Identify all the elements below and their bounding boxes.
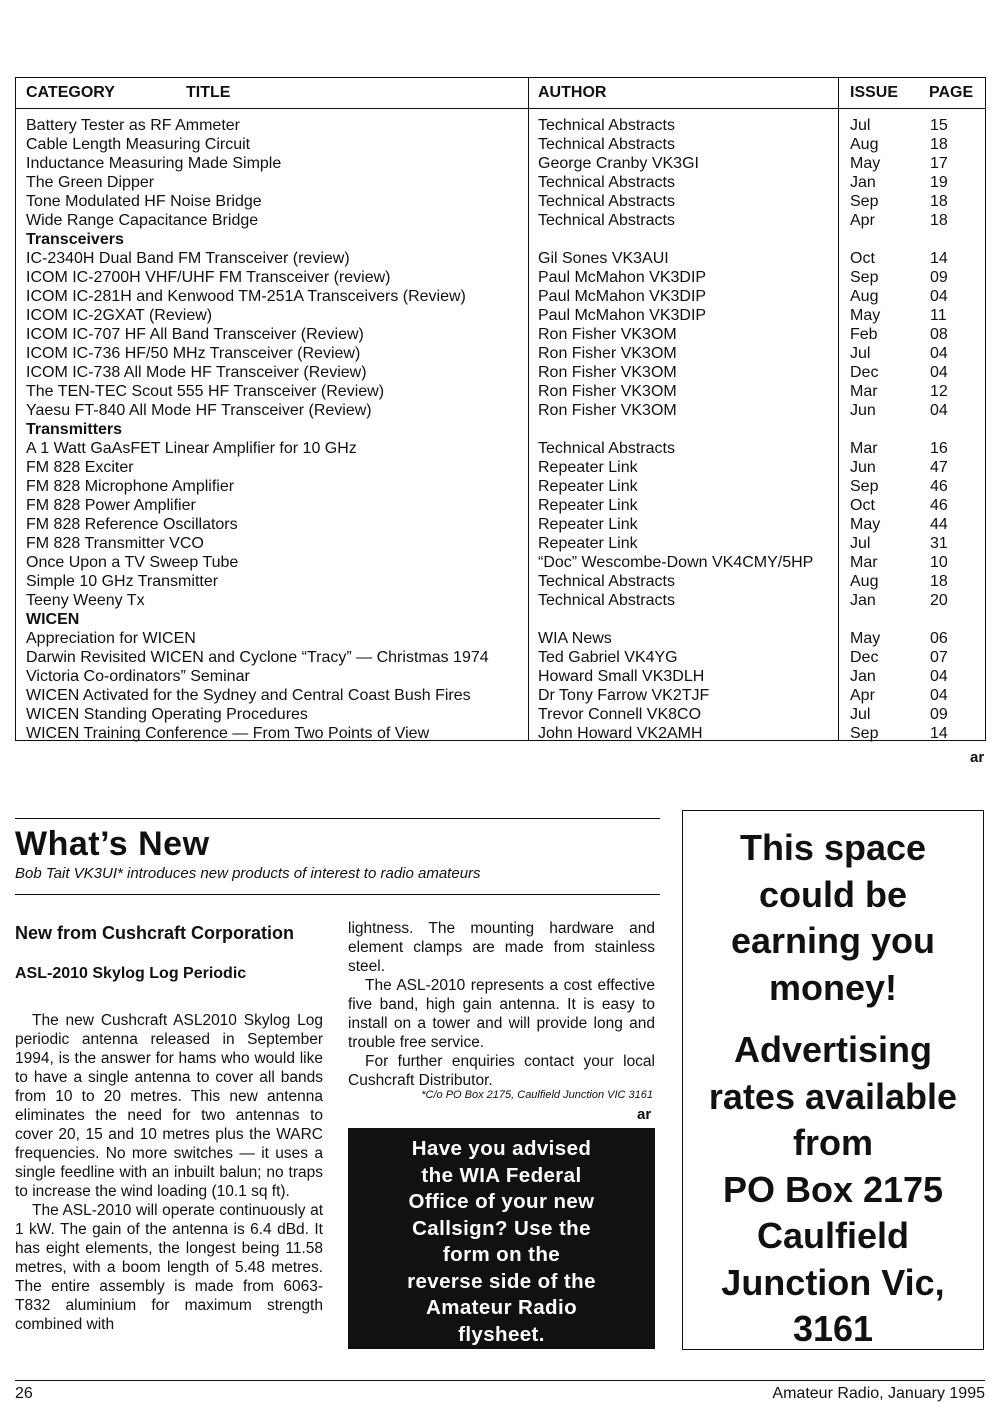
cell-title: WICEN Training Conference — From Two Points of View bbox=[26, 725, 430, 742]
notice-line: Have you advised bbox=[411, 1137, 592, 1160]
notice-line: flysheet. bbox=[458, 1322, 545, 1346]
cell-issue: Sep bbox=[850, 725, 879, 742]
cell-issue: Dec bbox=[850, 649, 879, 666]
cell-issue: May bbox=[850, 307, 881, 324]
cell-title: Yaesu FT-840 All Mode HF Transceiver (Review) bbox=[26, 402, 372, 419]
cell-author: Technical Abstracts bbox=[538, 174, 675, 191]
table-row bbox=[16, 211, 985, 230]
cell-page: 09 bbox=[930, 706, 948, 723]
cell-title: Simple 10 GHz Transmitter bbox=[26, 573, 219, 590]
cell-issue: Sep bbox=[850, 193, 879, 210]
ad-line: rates available bbox=[708, 1075, 958, 1117]
article-heading: New from Cushcraft Corporation bbox=[15, 923, 295, 943]
cell-issue: Jan bbox=[850, 174, 876, 191]
cell-page: 04 bbox=[930, 288, 948, 305]
cell-page: 11 bbox=[930, 307, 947, 324]
notice-line: reverse side of the bbox=[407, 1269, 596, 1293]
cell-page: 19 bbox=[930, 174, 948, 191]
cell-title: WICEN Standing Operating Procedures bbox=[26, 706, 308, 723]
cell-title: Inductance Measuring Made Simple bbox=[26, 155, 282, 172]
ad-line: could be bbox=[758, 873, 907, 915]
table-row bbox=[16, 116, 985, 135]
ad-line: earning you bbox=[730, 920, 936, 961]
cell-author: Technical Abstracts bbox=[538, 440, 675, 457]
cell-issue: Jun bbox=[850, 459, 876, 476]
header-title: TITLE bbox=[186, 84, 231, 101]
cell-page: 47 bbox=[930, 459, 948, 476]
cell-title: Transmitters bbox=[26, 421, 123, 438]
cell-author: Repeater Link bbox=[538, 478, 638, 495]
article-paragraph: The new Cushcraft ASL2010 Skylog Log periodic antenna released in September 1994, is the answer for hams who would like to have a single antenna to cover all bands from 10 to 20 metres. This new antenna eliminates the need for two antennas to cover 20, 15 and 10 metres plus the WARC frequencies. No more switches — it uses a single feedline with an inbuilt balun; no traps to increase the wind loading (10.1 sq ft). bbox=[15, 1012, 323, 1200]
table-row bbox=[16, 249, 985, 268]
end-mark: ar bbox=[970, 749, 985, 766]
index-table bbox=[15, 77, 986, 741]
cell-page: 46 bbox=[930, 478, 948, 495]
cell-author: Technical Abstracts bbox=[538, 592, 675, 609]
table-row bbox=[16, 135, 985, 154]
cell-title: ICOM IC-2700H VHF/UHF FM Transceiver (review) bbox=[26, 269, 391, 286]
cell-page: 04 bbox=[930, 668, 948, 685]
ad-line: This space bbox=[739, 827, 927, 868]
ad-line: Junction Vic, bbox=[721, 1261, 945, 1303]
cell-issue: Oct bbox=[850, 250, 875, 267]
cell-issue: Jul bbox=[850, 706, 871, 723]
cell-author: Repeater Link bbox=[538, 497, 638, 514]
table-row bbox=[16, 439, 985, 458]
cell-author: Ron Fisher VK3OM bbox=[538, 364, 677, 381]
cell-title: ICOM IC-2GXAT (Review) bbox=[26, 307, 213, 324]
cell-author: John Howard VK2AMH bbox=[538, 725, 703, 742]
cell-title: FM 828 Microphone Amplifier bbox=[26, 478, 235, 495]
cell-page: 07 bbox=[930, 649, 948, 666]
cell-author: Ron Fisher VK3OM bbox=[538, 345, 677, 362]
cell-issue: Mar bbox=[850, 383, 878, 400]
notice-line: Office of your new bbox=[408, 1190, 595, 1213]
cell-author: Paul McMahon VK3DIP bbox=[538, 269, 707, 286]
cell-issue: Jul bbox=[850, 345, 871, 362]
header-page: PAGE bbox=[929, 84, 974, 101]
ad-line: from bbox=[793, 1122, 873, 1163]
cell-page: 14 bbox=[930, 250, 948, 267]
cell-title: Cable Length Measuring Circuit bbox=[26, 136, 251, 153]
cell-author: Ron Fisher VK3OM bbox=[538, 383, 677, 400]
cell-issue: Aug bbox=[850, 573, 879, 590]
cell-author: Paul McMahon VK3DIP bbox=[538, 288, 707, 305]
cell-issue: May bbox=[850, 155, 881, 172]
advertising-space-box bbox=[682, 810, 984, 1350]
notice-line: form on the bbox=[442, 1243, 561, 1266]
table-body bbox=[16, 116, 985, 743]
ad-line: PO Box 2175 bbox=[722, 1168, 944, 1210]
table-row bbox=[16, 325, 985, 344]
cell-issue: Apr bbox=[850, 687, 875, 704]
cell-title: A 1 Watt GaAsFET Linear Amplifier for 10 GHz bbox=[26, 440, 357, 457]
cell-page: 04 bbox=[930, 364, 948, 381]
cell-title: FM 828 Power Amplifier bbox=[26, 497, 196, 514]
cell-page: 12 bbox=[930, 383, 948, 400]
table-row bbox=[16, 724, 985, 743]
cell-issue: Jan bbox=[850, 592, 876, 609]
cell-title: ICOM IC-707 HF All Band Transceiver (Review) bbox=[26, 326, 364, 343]
cell-page: 15 bbox=[930, 117, 948, 134]
cell-page: 16 bbox=[930, 440, 948, 457]
cell-page: 20 bbox=[930, 592, 948, 609]
table-row bbox=[16, 458, 985, 477]
cell-author: Technical Abstracts bbox=[538, 573, 675, 590]
table-row bbox=[16, 306, 985, 325]
table-section-heading bbox=[16, 230, 985, 249]
cell-page: 09 bbox=[930, 269, 948, 286]
table-row bbox=[16, 667, 985, 686]
cell-author: “Doc” Wescombe-Down VK4CMY/5HP bbox=[538, 554, 814, 571]
cell-issue: Feb bbox=[850, 326, 878, 343]
cell-issue: Oct bbox=[850, 497, 875, 514]
cell-title: FM 828 Transmitter VCO bbox=[26, 535, 204, 552]
header-category: CATEGORY bbox=[26, 84, 115, 101]
cell-author: Technical Abstracts bbox=[538, 193, 675, 210]
cell-issue: Apr bbox=[850, 212, 875, 229]
header-divider bbox=[16, 108, 985, 109]
cell-title: WICEN bbox=[26, 611, 80, 628]
notice-line: the WIA Federal bbox=[421, 1163, 582, 1187]
ad-line: 3161 bbox=[792, 1308, 874, 1349]
cell-author: Technical Abstracts bbox=[538, 117, 675, 134]
footer-rule bbox=[15, 1380, 985, 1381]
cell-author: Howard Small VK3DLH bbox=[538, 668, 705, 685]
cell-title: Darwin Revisited WICEN and Cyclone “Tracy” — Christmas 1974 bbox=[26, 649, 489, 666]
cell-page: 08 bbox=[930, 326, 948, 343]
cell-title: Tone Modulated HF Noise Bridge bbox=[26, 193, 262, 210]
article-subheading: ASL-2010 Skylog Log Periodic bbox=[15, 965, 247, 982]
table-row bbox=[16, 287, 985, 306]
table-row bbox=[16, 534, 985, 553]
cell-issue: Aug bbox=[850, 288, 879, 305]
header-author: AUTHOR bbox=[538, 84, 607, 101]
table-row bbox=[16, 192, 985, 211]
cell-issue: Jul bbox=[850, 535, 871, 552]
table-section-heading bbox=[16, 610, 985, 629]
cell-title: The Green Dipper bbox=[26, 174, 155, 191]
notice-line: Amateur Radio bbox=[425, 1296, 577, 1319]
cell-author: Repeater Link bbox=[538, 459, 638, 476]
cell-issue: May bbox=[850, 630, 881, 647]
cell-author: Repeater Link bbox=[538, 516, 638, 533]
cell-issue: Sep bbox=[850, 478, 879, 495]
cell-page: 17 bbox=[930, 155, 948, 172]
publication-name: Amateur Radio, January 1995 bbox=[772, 1385, 985, 1402]
cell-author: Repeater Link bbox=[538, 535, 638, 552]
callsign-notice-box bbox=[348, 1128, 655, 1349]
article-paragraph: The ASL-2010 represents a cost effective five band, high gain antenna. It is easy to install on a tower and will provide long and trouble free service. bbox=[348, 977, 655, 1051]
cell-title: IC-2340H Dual Band FM Transceiver (review) bbox=[26, 250, 350, 267]
cell-title: Transceivers bbox=[26, 231, 124, 248]
end-mark: ar bbox=[637, 1106, 652, 1123]
header-issue: ISSUE bbox=[850, 84, 899, 101]
cell-issue: Jul bbox=[850, 117, 871, 134]
cell-page: 18 bbox=[930, 136, 948, 153]
cell-issue: Sep bbox=[850, 269, 879, 286]
article-column-1 bbox=[15, 1011, 323, 1334]
cell-issue: May bbox=[850, 516, 881, 533]
table-row bbox=[16, 591, 985, 610]
table-row bbox=[16, 382, 985, 401]
table-row bbox=[16, 268, 985, 287]
cell-issue: Dec bbox=[850, 364, 879, 381]
table-row bbox=[16, 553, 985, 572]
cell-title: Teeny Weeny Tx bbox=[26, 592, 145, 609]
ad-line: Advertising bbox=[733, 1029, 933, 1070]
table-row bbox=[16, 496, 985, 515]
cell-page: 10 bbox=[930, 554, 948, 571]
cell-title: Once Upon a TV Sweep Tube bbox=[26, 554, 239, 571]
cell-issue: Jan bbox=[850, 668, 876, 685]
table-row bbox=[16, 705, 985, 724]
cell-author: Ron Fisher VK3OM bbox=[538, 326, 677, 343]
page-number: 26 bbox=[15, 1385, 33, 1402]
table-row bbox=[16, 344, 985, 363]
table-section-heading bbox=[16, 420, 985, 439]
cell-author: Ted Gabriel VK4YG bbox=[538, 649, 678, 666]
cell-title: Victoria Co-ordinators” Seminar bbox=[26, 668, 250, 685]
cell-title: ICOM IC-281H and Kenwood TM-251A Transceivers (Review) bbox=[26, 288, 466, 305]
table-row bbox=[16, 363, 985, 382]
table-row bbox=[16, 477, 985, 496]
cell-title: Battery Tester as RF Ammeter bbox=[26, 117, 240, 134]
cell-page: 06 bbox=[930, 630, 948, 647]
cell-title: FM 828 Reference Oscillators bbox=[26, 516, 238, 533]
notice-line: Callsign? Use the bbox=[412, 1216, 591, 1240]
cell-page: 04 bbox=[930, 345, 948, 362]
cell-page: 44 bbox=[930, 516, 948, 533]
ad-line: Caulfield bbox=[756, 1215, 909, 1256]
author-footnote: *C/o PO Box 2175, Caulfield Junction VIC 3161 bbox=[421, 1089, 653, 1101]
cell-author: Gil Sones VK3AUI bbox=[538, 250, 669, 267]
cell-page: 31 bbox=[930, 535, 948, 552]
section-rule bbox=[15, 894, 660, 895]
cell-title: Wide Range Capacitance Bridge bbox=[26, 212, 259, 229]
table-row bbox=[16, 572, 985, 591]
cell-issue: Aug bbox=[850, 136, 879, 153]
article-paragraph: lightness. The mounting hardware and element clamps are made from stainless steel. bbox=[348, 920, 655, 975]
cell-title: The TEN-TEC Scout 555 HF Transceiver (Review) bbox=[26, 383, 385, 400]
cell-author: Technical Abstracts bbox=[538, 136, 675, 153]
cell-title: ICOM IC-738 All Mode HF Transceiver (Review) bbox=[26, 364, 367, 381]
table-row bbox=[16, 154, 985, 173]
cell-page: 04 bbox=[930, 402, 948, 419]
cell-title: Appreciation for WICEN bbox=[26, 630, 196, 647]
cell-author: George Cranby VK3GI bbox=[538, 155, 699, 172]
cell-page: 04 bbox=[930, 687, 948, 704]
cell-author: Ron Fisher VK3OM bbox=[538, 402, 677, 419]
cell-author: WIA News bbox=[538, 630, 612, 647]
cell-page: 18 bbox=[930, 193, 948, 210]
table-row bbox=[16, 515, 985, 534]
cell-author: Paul McMahon VK3DIP bbox=[538, 307, 707, 324]
ad-line: money! bbox=[768, 966, 898, 1008]
cell-author: Dr Tony Farrow VK2TJF bbox=[538, 687, 710, 704]
section-rule bbox=[15, 818, 660, 819]
cell-page: 18 bbox=[930, 212, 948, 229]
table-row bbox=[16, 686, 985, 705]
cell-issue: Mar bbox=[850, 554, 878, 571]
cell-page: 18 bbox=[930, 573, 948, 590]
cell-title: FM 828 Exciter bbox=[26, 459, 134, 476]
table-row bbox=[16, 648, 985, 667]
table-row bbox=[16, 173, 985, 192]
cell-issue: Mar bbox=[850, 440, 878, 457]
section-subtitle: Bob Tait VK3UI* introduces new products of interest to radio amateurs bbox=[15, 865, 481, 882]
table-row bbox=[16, 401, 985, 420]
section-title: What’s New bbox=[15, 825, 210, 863]
article-paragraph: For further enquiries contact your local Cushcraft Distributor. bbox=[348, 1053, 655, 1089]
article-column-2 bbox=[348, 919, 655, 1090]
cell-issue: Jun bbox=[850, 402, 876, 419]
cell-page: 14 bbox=[930, 725, 948, 742]
cell-author: Technical Abstracts bbox=[538, 212, 675, 229]
article-paragraph: The ASL-2010 will operate continuously at 1 kW. The gain of the antenna is 6.4 dBd. It has eight elements, the longest being 11.58 metres, with a boom length of 5.48 metres. The entire assembly is made from 6063-T832 aluminium for maximum strength combined with bbox=[15, 1202, 323, 1333]
cell-title: WICEN Activated for the Sydney and Central Coast Bush Fires bbox=[26, 687, 471, 704]
cell-author: Trevor Connell VK8CO bbox=[538, 706, 702, 723]
cell-page: 46 bbox=[930, 497, 948, 514]
table-row bbox=[16, 629, 985, 648]
cell-title: ICOM IC-736 HF/50 MHz Transceiver (Review) bbox=[26, 345, 361, 362]
